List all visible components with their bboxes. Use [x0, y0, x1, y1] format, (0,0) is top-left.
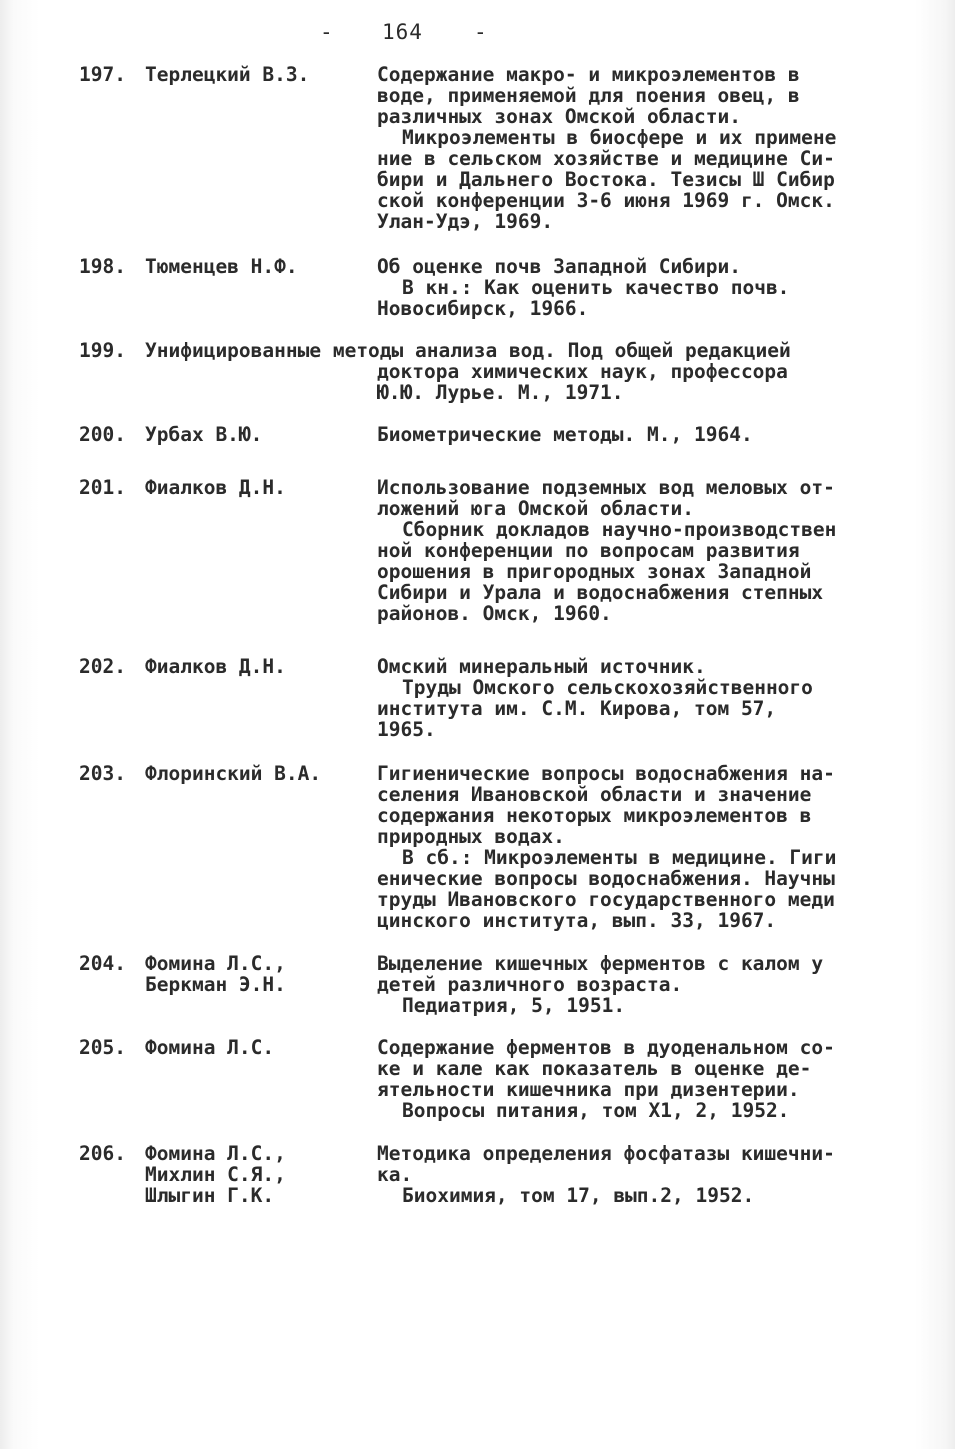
entry-authors — [145, 424, 262, 445]
entry-author: Фиалков Д.Н. — [145, 655, 286, 678]
entry-line: Биохимия, том 17, вып.2, 1952. — [402, 1184, 755, 1207]
entry-line: Новосибирск, 1966. — [377, 297, 589, 320]
entry-authors — [145, 256, 298, 277]
entry-line: ской конференции 3-6 июня 1969 г. Омск. — [377, 189, 835, 212]
entry-line: орошения в пригородных зонах Западной — [377, 560, 812, 583]
entry-number: 200. — [79, 423, 126, 446]
entry-authors — [145, 1143, 286, 1206]
entry-number: 203. — [79, 762, 126, 785]
entry-line: Сборник докладов научно-производствен — [402, 518, 837, 541]
entry-number: 201. — [79, 476, 126, 499]
entry-line: детей различного возраста. — [377, 973, 683, 996]
entry-authors — [145, 477, 286, 498]
entry-line: енические вопросы водоснабжения. Научны — [377, 867, 835, 890]
entry-line: В сб.: Микроэлементы в медицине. Гиги — [402, 846, 837, 869]
entry-line: Ю.Ю. Лурье. М., 1971. — [377, 381, 624, 404]
entry-line: Сибири и Урала и водоснабжения степных — [377, 581, 824, 604]
entry-number: 204. — [79, 952, 126, 975]
entry-author: Флоринский В.А. — [145, 762, 322, 785]
entry-author: Беркман Э.Н. — [145, 973, 286, 996]
entry-title-line: Унифицированные методы анализа вод. Под общей редакцией — [145, 339, 791, 362]
entry-body — [377, 361, 887, 403]
entry-number: 206. — [79, 1142, 126, 1165]
entry-number: 197. — [79, 63, 126, 86]
entry-line: 1965. — [377, 718, 436, 741]
page-number: 164 — [382, 20, 423, 44]
entry-line: цинского института, вып. 33, 1967. — [377, 909, 777, 932]
entry-line: Методика определения фосфатазы кишечни- — [377, 1142, 835, 1165]
entry-body — [377, 763, 887, 931]
entry-line: содержания некоторых микроэлементов в — [377, 804, 812, 827]
entry-author: Тюменцев Н.Ф. — [145, 255, 298, 278]
entry-body — [377, 477, 887, 624]
entry-line: Педиатрия, 5, 1951. — [402, 994, 626, 1017]
entry-line: Гигиенические вопросы водоснабжения на- — [377, 762, 835, 785]
entry-author: Михлин С.Я., — [145, 1163, 286, 1186]
entry-authors — [145, 64, 309, 85]
entry-number: 198. — [79, 255, 126, 278]
entry-line: Содержание ферментов в дуоденальном со- — [377, 1036, 835, 1059]
entry-authors — [145, 1037, 274, 1058]
entry-line: Вопросы питания, том Х1, 2, 1952. — [402, 1099, 790, 1122]
entry-body — [377, 424, 887, 445]
entry-line: Выделение кишечных ферментов с калом у — [377, 952, 824, 975]
entry-authors — [145, 656, 286, 677]
entry-line: Микроэлементы в биосфере и их примене — [402, 126, 837, 149]
entry-author: Фомина Л.С., — [145, 1142, 286, 1165]
entry-line: ной конференции по вопросам развития — [377, 539, 800, 562]
entry-line: Об оценке почв Западной Сибири. — [377, 255, 741, 278]
entry-line: воде, применяемой для поения овец, в — [377, 84, 800, 107]
page-number-dash-right: - — [474, 20, 488, 44]
entry-body — [377, 1143, 887, 1206]
entry-line: ятельности кишечника при дизентерии. — [377, 1078, 800, 1101]
entry-body — [377, 256, 887, 319]
entry-body — [377, 64, 887, 232]
entry-author: Шлыгин Г.К. — [145, 1184, 275, 1207]
entry-author: Фиалков Д.Н. — [145, 476, 286, 499]
entry-body — [377, 1037, 887, 1121]
entry-line: различных зонах Омской области. — [377, 105, 741, 128]
page-number-dash-left: - — [320, 20, 334, 44]
entry-line: ложений юга Омской области. — [377, 497, 694, 520]
entry-authors — [145, 953, 286, 995]
entry-line: Улан-Удэ, 1969. — [377, 210, 554, 233]
entry-number: 202. — [79, 655, 126, 678]
entry-line: ние в сельском хозяйстве и медицине Си- — [377, 147, 835, 170]
entry-authors — [145, 763, 321, 784]
entry-line: труды Ивановского государственного меди — [377, 888, 835, 911]
entry-author: Фомина Л.С., — [145, 952, 286, 975]
entry-line: института им. С.М. Кирова, том 57, — [377, 697, 777, 720]
entry-line: Труды Омского сельскохозяйственного — [402, 676, 813, 699]
entry-line: Содержание макро- и микроэлементов в — [377, 63, 800, 86]
entry-line: доктора химических наук, профессора — [377, 360, 788, 383]
entry-line: В кн.: Как оценить качество почв. — [402, 276, 790, 299]
entry-line: ке и кале как показатель в оценке де- — [377, 1057, 812, 1080]
entry-line: районов. Омск, 1960. — [377, 602, 612, 625]
entry-line: селения Ивановской области и значение — [377, 783, 812, 806]
entry-line: природных водах. — [377, 825, 565, 848]
entry-number: 205. — [79, 1036, 126, 1059]
entry-body — [377, 953, 887, 1016]
entry-author: Фомина Л.С. — [145, 1036, 275, 1059]
entry-line: Омский минеральный источник. — [377, 655, 706, 678]
entry-number: 199. — [79, 339, 126, 362]
entry-line: Биометрические методы. М., 1964. — [377, 423, 753, 446]
entry-author: Урбах В.Ю. — [145, 423, 263, 446]
entry-body — [377, 656, 887, 740]
entry-line: ка. — [377, 1163, 413, 1186]
entry-author: Терлецкий В.З. — [145, 63, 310, 86]
entry-line: Использование подземных вод меловых от- — [377, 476, 835, 499]
entry-line: бири и Дальнего Востока. Тезисы Ш Сибир — [377, 168, 835, 191]
